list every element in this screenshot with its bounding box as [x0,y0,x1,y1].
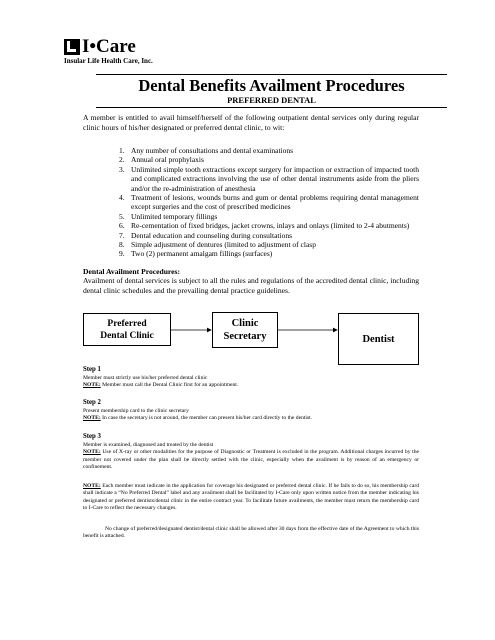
step-3-body: Member is examined, diagnosed and treated by the dentist NOTE: Use of X-ray or other modalities for the purpose of Diagnostic or Treatment is excluded in the program. Additional charges incurred by the member not covered under the plan shall be directly settled with the clinic, especially when the availment is by reason of an emergency or confinement. [83,442,419,471]
closing-paragraph: No change of preferred/designated dentist/dental clinic shall be allowed after 30 days from the effective date of the Agreement to which this benefit is attached. [83,526,419,540]
logo-text: I•Care [82,36,136,57]
list-item: 8. Simple adjustment of dentures (limited to adjustment of clasp [119,240,316,250]
preferred-dental-clinic-box: Preferred Dental Clinic [83,313,171,346]
company-name: Insular Life Health Care, Inc. [64,57,153,65]
intro-paragraph: A member is entitled to avail himself/herself of the following outpatient dental services only during regular clinic hours of his/her designated or preferred dental clinic, to wit: [83,113,419,132]
list-item: 2. Annual oral prophylaxis [119,155,204,165]
list-item: 3. Unlimited simple tooth extractions except surgery for impaction or extraction of impacted tooth and complicated extractions involving the use of other dental instruments aside from the pliers and/or the re-administration of anesthesia [119,164,419,193]
list-item: 9. Two (2) permanent amalgam fillings (surfaces) [119,249,273,259]
final-note: NOTE: Each member must indicate in the application for coverage his designated or preferred dental clinic. If he fails to do so, his membership card shall indicate a “No Preferred Dental” label and any availment shall be facilitated by I-Care only upon written notice from the member indicating his designated or preferred dentists/dental clinic in the entire contract year. To facilitate future availments, the member must return the membership card to I-Care to reflect the necessary changes. [83,483,419,512]
step-1-title: Step 1 [83,366,101,373]
step-2-body: Present membership card to the clinic secretary NOTE: In case the secretary is not around, the member can present his/her card directly to the dentist. [83,408,313,422]
clinic-secretary-box: Clinic Secretary [212,312,278,348]
dentist-box: Dentist [338,313,419,365]
list-item: 5. Unlimited temporary fillings [119,211,218,221]
list-item: 7. Dental education and counseling during consultations [119,230,293,240]
procedures-heading: Dental Availment Procedures: [83,267,181,276]
step-3-title: Step 3 [83,433,101,440]
list-item: 1. Any number of consultations and dental examinations [119,146,294,155]
list-item: 6. Re-cementation of fixed bridges, jacket crowns, inlays and onlays (limited to 2-4 abutments) [119,221,410,231]
page-subtitle: PREFERRED DENTAL [227,95,316,105]
page-title: Dental Benefits Availment Procedures [138,76,405,95]
list-item: 4. Treatment of lesions, wounds burns and gum or dental problems requiring dental management except surgeries and the cost of prescribed medicines [119,193,419,212]
procedures-paragraph: Availment of dental services is subject to all the rules and regulations of the accredited dental clinic, including dental clinic schedules and the prevailing dental practice guidelines. [83,276,419,295]
step-2-title: Step 2 [83,399,101,406]
step-1-body: Member must strictly use his/her preferred dental clinic NOTE: Member must call the Dental Clinic first for an appointment. [83,375,239,389]
